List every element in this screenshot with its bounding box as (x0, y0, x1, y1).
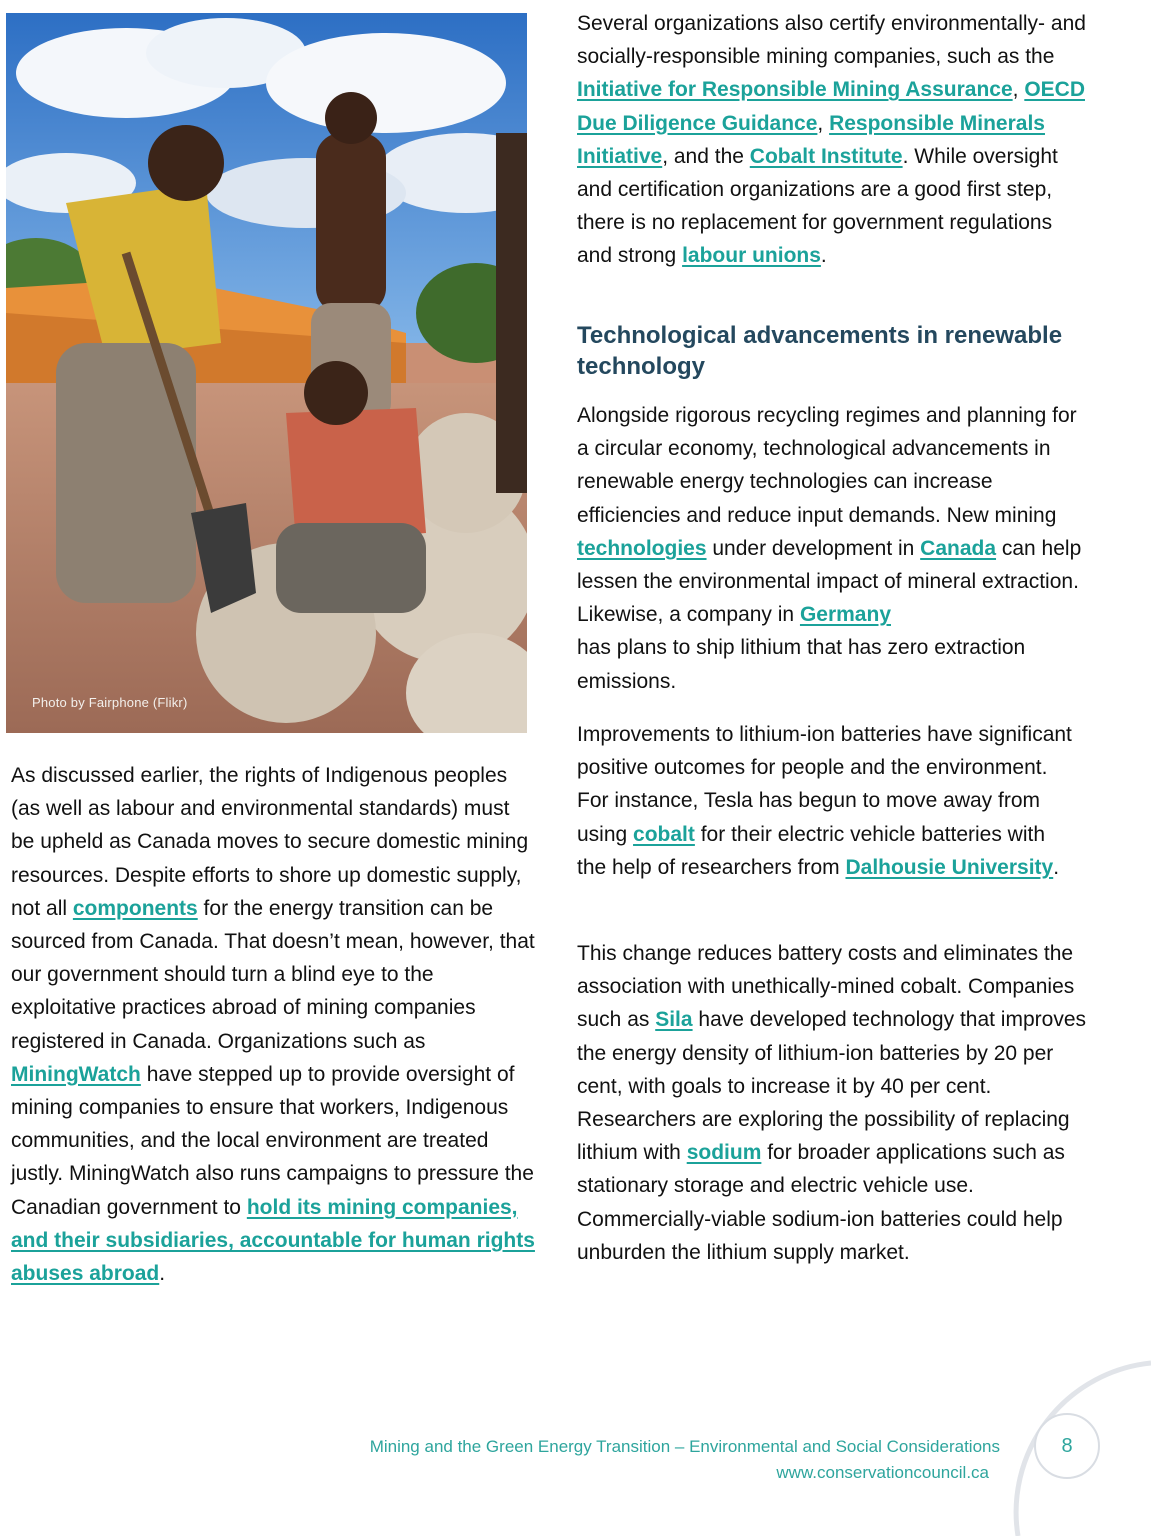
link-oecd-guidance[interactable]: OECD Due Diligence Guidance (577, 78, 1085, 135)
text-run: As discussed earlier, the rights of Indigenous peoples (as well as labour and environmental standards) must be upheld as Canada moves to secure domestic mining resources. Despite efforts to shore up domestic supply, not all (11, 764, 529, 920)
link-cobalt-institute[interactable]: Cobalt Institute (749, 144, 903, 168)
link-components[interactable]: components (72, 896, 198, 920)
link-canada[interactable]: Canada (920, 536, 997, 560)
text-run: Improvements to lithium-ion batteries have significant positive outcomes for people and the environment. For instance, Tesla has begun to move away from using (577, 723, 1072, 846)
link-germany[interactable]: Germany (799, 603, 891, 627)
certification-paragraph (577, 7, 1087, 273)
link-cobalt[interactable]: cobalt (633, 822, 695, 846)
text-run: Several organizations also certify environmentally- and socially-responsible mining companies, such as the (577, 12, 1086, 69)
text-run: . (820, 244, 827, 268)
text-run: have stepped up to provide oversight of mining companies to ensure that workers, Indigenous communities, and the local environment are treated justly. MiningWatch also runs campaigns to pressure the Canadian government to (11, 1062, 534, 1219)
text-run: can help lessen the environmental impact of mineral extraction. Likewise, a company in (577, 536, 1082, 627)
sodium-paragraph (577, 937, 1087, 1269)
link-technologies[interactable]: technologies (577, 536, 707, 560)
footer-title: Mining and the Green Energy Transition – Environmental and Social Considerations (369, 1437, 1000, 1456)
footer-url[interactable]: www.conservationcouncil.ca (776, 1463, 989, 1482)
text-run: . While oversight and certification organizations are a good first step, there is no replacement for government regulations and strong (577, 144, 1058, 268)
text-run: has plans to ship lithium that has zero extraction emissions. (577, 636, 1026, 693)
link-dalhousie-university[interactable]: Dalhousie University (845, 855, 1054, 879)
text-run: , (1012, 78, 1025, 102)
tech-paragraph (577, 399, 1082, 698)
left-paragraph (11, 759, 536, 1290)
text-run: Alongside rigorous recycling regimes and planning for a circular economy, technological advancements in renewable energy technologies can increase efficiencies and reduce input demands. New mining (577, 404, 1077, 527)
link-miningwatch[interactable]: MiningWatch (11, 1062, 141, 1086)
link-labour-unions[interactable]: labour unions (682, 244, 821, 268)
battery-paragraph (577, 718, 1072, 884)
link-irma[interactable]: Initiative for Responsible Mining Assurance (577, 78, 1013, 102)
text-run: , (817, 111, 830, 135)
text-run: have developed technology that improves the energy density of lithium-ion batteries by 20 per cent, with goals to increase it by 40 per cent. Researchers are exploring the possibility of replacing lithium with (577, 1008, 1086, 1165)
text-run: . (159, 1262, 166, 1286)
text-run: . (1053, 855, 1060, 879)
section-heading: Technological advancements in renewable technology (577, 322, 1063, 380)
link-sila[interactable]: Sila (655, 1008, 693, 1032)
text-run: for their electric vehicle batteries with the help of researchers from (577, 822, 1046, 879)
text-run: for the energy transition can be sourced from Canada. That doesn’t mean, however, that our government should turn a blind eye to the exploitative practices abroad of mining companies registered in Canada. Organizations such as (11, 896, 535, 1053)
text-run: This change reduces battery costs and eliminates the association with unethically-mined cobalt. Companies such as (577, 942, 1075, 1032)
link-rmi[interactable]: Responsible Minerals Initiative (577, 111, 1045, 168)
photo-illustration (6, 13, 527, 733)
text-run: for broader applications such as stationary storage and electric vehicle use. Commercially-viable sodium-ion batteries could help unburden the lithium supply market. (577, 1141, 1065, 1264)
link-accountability-campaign[interactable]: hold its mining companies, and their subsidiaries, accountable for human rights abuses abroad (11, 1195, 535, 1286)
photo-credit: Photo by Fairphone (Flikr) (32, 695, 188, 710)
text-run: under development in (706, 536, 921, 560)
mining-photo (6, 13, 527, 733)
text-run: , and the (662, 144, 750, 168)
page-number: 8 (1034, 1413, 1100, 1479)
link-sodium[interactable]: sodium (686, 1141, 762, 1165)
